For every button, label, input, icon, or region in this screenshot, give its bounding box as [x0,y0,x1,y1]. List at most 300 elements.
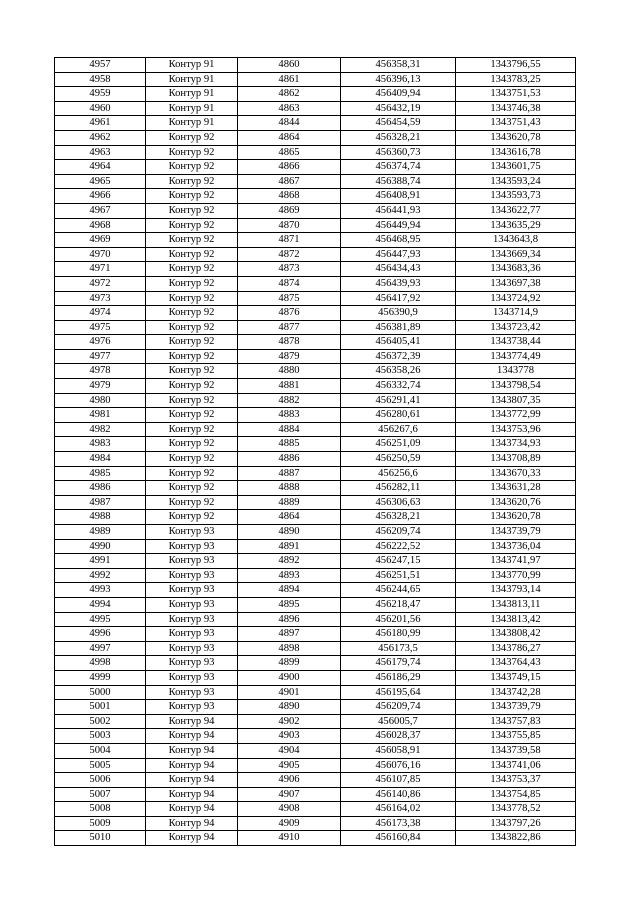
x-coordinate-cell: 456396,13 [341,72,456,87]
vertex-number-cell: 4873 [238,262,341,277]
table-row [55,525,576,540]
point-number-cell: 5000 [55,685,146,700]
table-row [55,656,576,671]
table-row [55,408,576,423]
contour-name-cell: Контур 92 [146,174,238,189]
point-number-cell: 4971 [55,262,146,277]
y-coordinate-cell: 1343631,28 [456,481,576,496]
table-row [55,218,576,233]
vertex-number-cell: 4865 [238,145,341,160]
point-number-cell: 4978 [55,364,146,379]
vertex-number-cell: 4890 [238,525,341,540]
contour-name-cell: Контур 93 [146,583,238,598]
point-number-cell: 4957 [55,58,146,73]
point-number-cell: 4980 [55,393,146,408]
y-coordinate-cell: 1343778 [456,364,576,379]
point-number-cell: 4984 [55,452,146,467]
y-coordinate-cell: 1343643,8 [456,233,576,248]
table-row [55,700,576,715]
x-coordinate-cell: 456250,59 [341,452,456,467]
table-row [55,685,576,700]
x-coordinate-cell: 456195,64 [341,685,456,700]
contour-name-cell: Контур 93 [146,539,238,554]
y-coordinate-cell: 1343620,78 [456,130,576,145]
table-row [55,379,576,394]
y-coordinate-cell: 1343697,38 [456,276,576,291]
x-coordinate-cell: 456282,11 [341,481,456,496]
vertex-number-cell: 4894 [238,583,341,598]
vertex-number-cell: 4860 [238,58,341,73]
table-row [55,466,576,481]
vertex-number-cell: 4899 [238,656,341,671]
table-row [55,233,576,248]
point-number-cell: 4997 [55,641,146,656]
vertex-number-cell: 4869 [238,203,341,218]
contour-name-cell: Контур 92 [146,364,238,379]
table-row [55,787,576,802]
vertex-number-cell: 4896 [238,612,341,627]
point-number-cell: 4965 [55,174,146,189]
point-number-cell: 4974 [55,306,146,321]
point-number-cell: 4970 [55,247,146,262]
vertex-number-cell: 4861 [238,72,341,87]
y-coordinate-cell: 1343755,85 [456,729,576,744]
x-coordinate-cell: 456209,74 [341,700,456,715]
table-row [55,422,576,437]
x-coordinate-cell: 456358,31 [341,58,456,73]
contour-name-cell: Контур 91 [146,72,238,87]
x-coordinate-cell: 456244,65 [341,583,456,598]
x-coordinate-cell: 456306,63 [341,495,456,510]
table-row [55,116,576,131]
vertex-number-cell: 4887 [238,466,341,481]
contour-name-cell: Контур 92 [146,247,238,262]
y-coordinate-cell: 1343764,43 [456,656,576,671]
contour-name-cell: Контур 91 [146,116,238,131]
x-coordinate-cell: 456468,95 [341,233,456,248]
table-row [55,714,576,729]
vertex-number-cell: 4879 [238,349,341,364]
y-coordinate-cell: 1343670,33 [456,466,576,481]
table-row [55,87,576,102]
table-row [55,802,576,817]
point-number-cell: 4967 [55,203,146,218]
y-coordinate-cell: 1343798,54 [456,379,576,394]
table-row [55,101,576,116]
x-coordinate-cell: 456251,51 [341,568,456,583]
x-coordinate-cell: 456256,6 [341,466,456,481]
contour-name-cell: Контур 93 [146,670,238,685]
point-number-cell: 4966 [55,189,146,204]
vertex-number-cell: 4862 [238,87,341,102]
y-coordinate-cell: 1343724,92 [456,291,576,306]
x-coordinate-cell: 456251,09 [341,437,456,452]
point-number-cell: 4973 [55,291,146,306]
y-coordinate-cell: 1343683,36 [456,262,576,277]
point-number-cell: 4985 [55,466,146,481]
contour-name-cell: Контур 92 [146,218,238,233]
x-coordinate-cell: 456005,7 [341,714,456,729]
point-number-cell: 4986 [55,481,146,496]
point-number-cell: 4972 [55,276,146,291]
x-coordinate-cell: 456432,19 [341,101,456,116]
point-number-cell: 5010 [55,831,146,846]
point-number-cell: 4963 [55,145,146,160]
table-row [55,174,576,189]
y-coordinate-cell: 1343813,11 [456,597,576,612]
table-row [55,262,576,277]
x-coordinate-cell: 456222,52 [341,539,456,554]
vertex-number-cell: 4870 [238,218,341,233]
table-row [55,568,576,583]
table-row [55,189,576,204]
x-coordinate-cell: 456291,41 [341,393,456,408]
table-row [55,831,576,846]
contour-name-cell: Контур 92 [146,495,238,510]
table-row [55,729,576,744]
y-coordinate-cell: 1343620,76 [456,495,576,510]
point-number-cell: 4990 [55,539,146,554]
y-coordinate-cell: 1343783,25 [456,72,576,87]
contour-name-cell: Контур 92 [146,233,238,248]
vertex-number-cell: 4891 [238,539,341,554]
table-row [55,773,576,788]
x-coordinate-cell: 456209,74 [341,525,456,540]
vertex-number-cell: 4884 [238,422,341,437]
y-coordinate-cell: 1343736,04 [456,539,576,554]
y-coordinate-cell: 1343770,99 [456,568,576,583]
point-number-cell: 5009 [55,816,146,831]
y-coordinate-cell: 1343741,97 [456,554,576,569]
x-coordinate-cell: 456179,74 [341,656,456,671]
vertex-number-cell: 4863 [238,101,341,116]
vertex-number-cell: 4892 [238,554,341,569]
x-coordinate-cell: 456358,26 [341,364,456,379]
vertex-number-cell: 4871 [238,233,341,248]
y-coordinate-cell: 1343616,78 [456,145,576,160]
x-coordinate-cell: 456381,89 [341,320,456,335]
x-coordinate-cell: 456328,21 [341,510,456,525]
point-number-cell: 4960 [55,101,146,116]
contour-name-cell: Контур 92 [146,510,238,525]
x-coordinate-cell: 456447,93 [341,247,456,262]
table-row [55,597,576,612]
contour-name-cell: Контур 92 [146,130,238,145]
point-number-cell: 5001 [55,700,146,715]
y-coordinate-cell: 1343808,42 [456,627,576,642]
vertex-number-cell: 4902 [238,714,341,729]
point-number-cell: 4999 [55,670,146,685]
y-coordinate-cell: 1343786,27 [456,641,576,656]
table-row [55,247,576,262]
table-row [55,583,576,598]
point-number-cell: 4983 [55,437,146,452]
point-number-cell: 4962 [55,130,146,145]
contour-name-cell: Контур 92 [146,408,238,423]
table-row [55,452,576,467]
contour-name-cell: Контур 94 [146,773,238,788]
contour-name-cell: Контур 93 [146,656,238,671]
y-coordinate-cell: 1343822,86 [456,831,576,846]
x-coordinate-cell: 456454,59 [341,116,456,131]
vertex-number-cell: 4898 [238,641,341,656]
vertex-number-cell: 4864 [238,510,341,525]
table-row [55,364,576,379]
x-coordinate-cell: 456267,6 [341,422,456,437]
table-row [55,816,576,831]
vertex-number-cell: 4880 [238,364,341,379]
table-row [55,58,576,73]
y-coordinate-cell: 1343793,14 [456,583,576,598]
table-body [55,58,576,846]
x-coordinate-cell: 456449,94 [341,218,456,233]
point-number-cell: 5003 [55,729,146,744]
y-coordinate-cell: 1343813,42 [456,612,576,627]
table-row [55,160,576,175]
point-number-cell: 4981 [55,408,146,423]
x-coordinate-cell: 456028,37 [341,729,456,744]
contour-name-cell: Контур 93 [146,597,238,612]
y-coordinate-cell: 1343807,35 [456,393,576,408]
contour-name-cell: Контур 92 [146,160,238,175]
y-coordinate-cell: 1343774,49 [456,349,576,364]
y-coordinate-cell: 1343751,53 [456,87,576,102]
table-row [55,641,576,656]
vertex-number-cell: 4877 [238,320,341,335]
table-row [55,627,576,642]
table-row [55,335,576,350]
contour-name-cell: Контур 92 [146,145,238,160]
contour-name-cell: Контур 92 [146,437,238,452]
x-coordinate-cell: 456360,73 [341,145,456,160]
table-row [55,495,576,510]
y-coordinate-cell: 1343714,9 [456,306,576,321]
vertex-number-cell: 4908 [238,802,341,817]
x-coordinate-cell: 456280,61 [341,408,456,423]
x-coordinate-cell: 456408,91 [341,189,456,204]
vertex-number-cell: 4889 [238,495,341,510]
x-coordinate-cell: 456160,84 [341,831,456,846]
point-number-cell: 4987 [55,495,146,510]
point-number-cell: 4989 [55,525,146,540]
table-row [55,393,576,408]
y-coordinate-cell: 1343757,83 [456,714,576,729]
vertex-number-cell: 4905 [238,758,341,773]
y-coordinate-cell: 1343708,89 [456,452,576,467]
vertex-number-cell: 4893 [238,568,341,583]
contour-name-cell: Контур 94 [146,743,238,758]
coordinates-table [54,57,576,846]
y-coordinate-cell: 1343739,79 [456,525,576,540]
table-row [55,291,576,306]
y-coordinate-cell: 1343739,58 [456,743,576,758]
table-row [55,554,576,569]
y-coordinate-cell: 1343593,24 [456,174,576,189]
vertex-number-cell: 4844 [238,116,341,131]
vertex-number-cell: 4876 [238,306,341,321]
contour-name-cell: Контур 91 [146,87,238,102]
contour-name-cell: Контур 94 [146,729,238,744]
vertex-number-cell: 4909 [238,816,341,831]
x-coordinate-cell: 456328,21 [341,130,456,145]
x-coordinate-cell: 456058,91 [341,743,456,758]
y-coordinate-cell: 1343796,55 [456,58,576,73]
x-coordinate-cell: 456332,74 [341,379,456,394]
contour-name-cell: Контур 93 [146,627,238,642]
contour-name-cell: Контур 91 [146,58,238,73]
contour-name-cell: Контур 93 [146,612,238,627]
vertex-number-cell: 4888 [238,481,341,496]
contour-name-cell: Контур 94 [146,787,238,802]
point-number-cell: 5006 [55,773,146,788]
contour-name-cell: Контур 92 [146,481,238,496]
x-coordinate-cell: 456374,74 [341,160,456,175]
x-coordinate-cell: 456409,94 [341,87,456,102]
y-coordinate-cell: 1343754,85 [456,787,576,802]
point-number-cell: 4982 [55,422,146,437]
contour-name-cell: Контур 93 [146,525,238,540]
point-number-cell: 4992 [55,568,146,583]
contour-name-cell: Контур 93 [146,568,238,583]
contour-name-cell: Контур 92 [146,276,238,291]
contour-name-cell: Контур 94 [146,816,238,831]
point-number-cell: 5002 [55,714,146,729]
table-row [55,320,576,335]
point-number-cell: 4998 [55,656,146,671]
contour-name-cell: Контур 93 [146,554,238,569]
table-row [55,612,576,627]
table-row [55,203,576,218]
table-row [55,539,576,554]
point-number-cell: 4964 [55,160,146,175]
vertex-number-cell: 4866 [238,160,341,175]
y-coordinate-cell: 1343753,37 [456,773,576,788]
contour-name-cell: Контур 92 [146,422,238,437]
point-number-cell: 5007 [55,787,146,802]
contour-name-cell: Контур 93 [146,700,238,715]
point-number-cell: 5004 [55,743,146,758]
y-coordinate-cell: 1343669,34 [456,247,576,262]
table-row [55,481,576,496]
contour-name-cell: Контур 92 [146,203,238,218]
contour-name-cell: Контур 92 [146,262,238,277]
y-coordinate-cell: 1343778,52 [456,802,576,817]
y-coordinate-cell: 1343749,15 [456,670,576,685]
x-coordinate-cell: 456388,74 [341,174,456,189]
y-coordinate-cell: 1343741,06 [456,758,576,773]
y-coordinate-cell: 1343738,44 [456,335,576,350]
y-coordinate-cell: 1343620,78 [456,510,576,525]
point-number-cell: 4991 [55,554,146,569]
vertex-number-cell: 4885 [238,437,341,452]
x-coordinate-cell: 456434,43 [341,262,456,277]
vertex-number-cell: 4875 [238,291,341,306]
x-coordinate-cell: 456164,02 [341,802,456,817]
table-row [55,72,576,87]
y-coordinate-cell: 1343772,99 [456,408,576,423]
table-row [55,743,576,758]
x-coordinate-cell: 456372,39 [341,349,456,364]
x-coordinate-cell: 456186,29 [341,670,456,685]
vertex-number-cell: 4878 [238,335,341,350]
vertex-number-cell: 4864 [238,130,341,145]
vertex-number-cell: 4910 [238,831,341,846]
vertex-number-cell: 4882 [238,393,341,408]
vertex-number-cell: 4900 [238,670,341,685]
x-coordinate-cell: 456390,9 [341,306,456,321]
point-number-cell: 4968 [55,218,146,233]
contour-name-cell: Контур 92 [146,291,238,306]
x-coordinate-cell: 456076,16 [341,758,456,773]
vertex-number-cell: 4901 [238,685,341,700]
point-number-cell: 4996 [55,627,146,642]
table-row [55,349,576,364]
y-coordinate-cell: 1343635,29 [456,218,576,233]
vertex-number-cell: 4906 [238,773,341,788]
contour-name-cell: Контур 92 [146,306,238,321]
y-coordinate-cell: 1343593,73 [456,189,576,204]
point-number-cell: 4994 [55,597,146,612]
y-coordinate-cell: 1343742,28 [456,685,576,700]
contour-name-cell: Контур 92 [146,466,238,481]
table-row [55,145,576,160]
y-coordinate-cell: 1343723,42 [456,320,576,335]
vertex-number-cell: 4907 [238,787,341,802]
x-coordinate-cell: 456439,93 [341,276,456,291]
vertex-number-cell: 4904 [238,743,341,758]
x-coordinate-cell: 456173,38 [341,816,456,831]
x-coordinate-cell: 456107,85 [341,773,456,788]
vertex-number-cell: 4903 [238,729,341,744]
contour-name-cell: Контур 92 [146,393,238,408]
point-number-cell: 4988 [55,510,146,525]
x-coordinate-cell: 456405,41 [341,335,456,350]
vertex-number-cell: 4881 [238,379,341,394]
point-number-cell: 4993 [55,583,146,598]
y-coordinate-cell: 1343734,93 [456,437,576,452]
y-coordinate-cell: 1343797,26 [456,816,576,831]
contour-name-cell: Контур 93 [146,685,238,700]
x-coordinate-cell: 456218,47 [341,597,456,612]
point-number-cell: 4969 [55,233,146,248]
y-coordinate-cell: 1343601,75 [456,160,576,175]
x-coordinate-cell: 456201,56 [341,612,456,627]
point-number-cell: 4975 [55,320,146,335]
table-row [55,276,576,291]
point-number-cell: 4979 [55,379,146,394]
table-row [55,670,576,685]
point-number-cell: 4961 [55,116,146,131]
contour-name-cell: Контур 92 [146,452,238,467]
y-coordinate-cell: 1343753,96 [456,422,576,437]
vertex-number-cell: 4890 [238,700,341,715]
y-coordinate-cell: 1343739,79 [456,700,576,715]
vertex-number-cell: 4868 [238,189,341,204]
vertex-number-cell: 4872 [238,247,341,262]
contour-name-cell: Контур 94 [146,714,238,729]
y-coordinate-cell: 1343746,38 [456,101,576,116]
point-number-cell: 4976 [55,335,146,350]
vertex-number-cell: 4874 [238,276,341,291]
contour-name-cell: Контур 93 [146,641,238,656]
contour-name-cell: Контур 94 [146,758,238,773]
x-coordinate-cell: 456417,92 [341,291,456,306]
vertex-number-cell: 4883 [238,408,341,423]
x-coordinate-cell: 456140,86 [341,787,456,802]
table-row [55,758,576,773]
table-row [55,306,576,321]
x-coordinate-cell: 456247,15 [341,554,456,569]
